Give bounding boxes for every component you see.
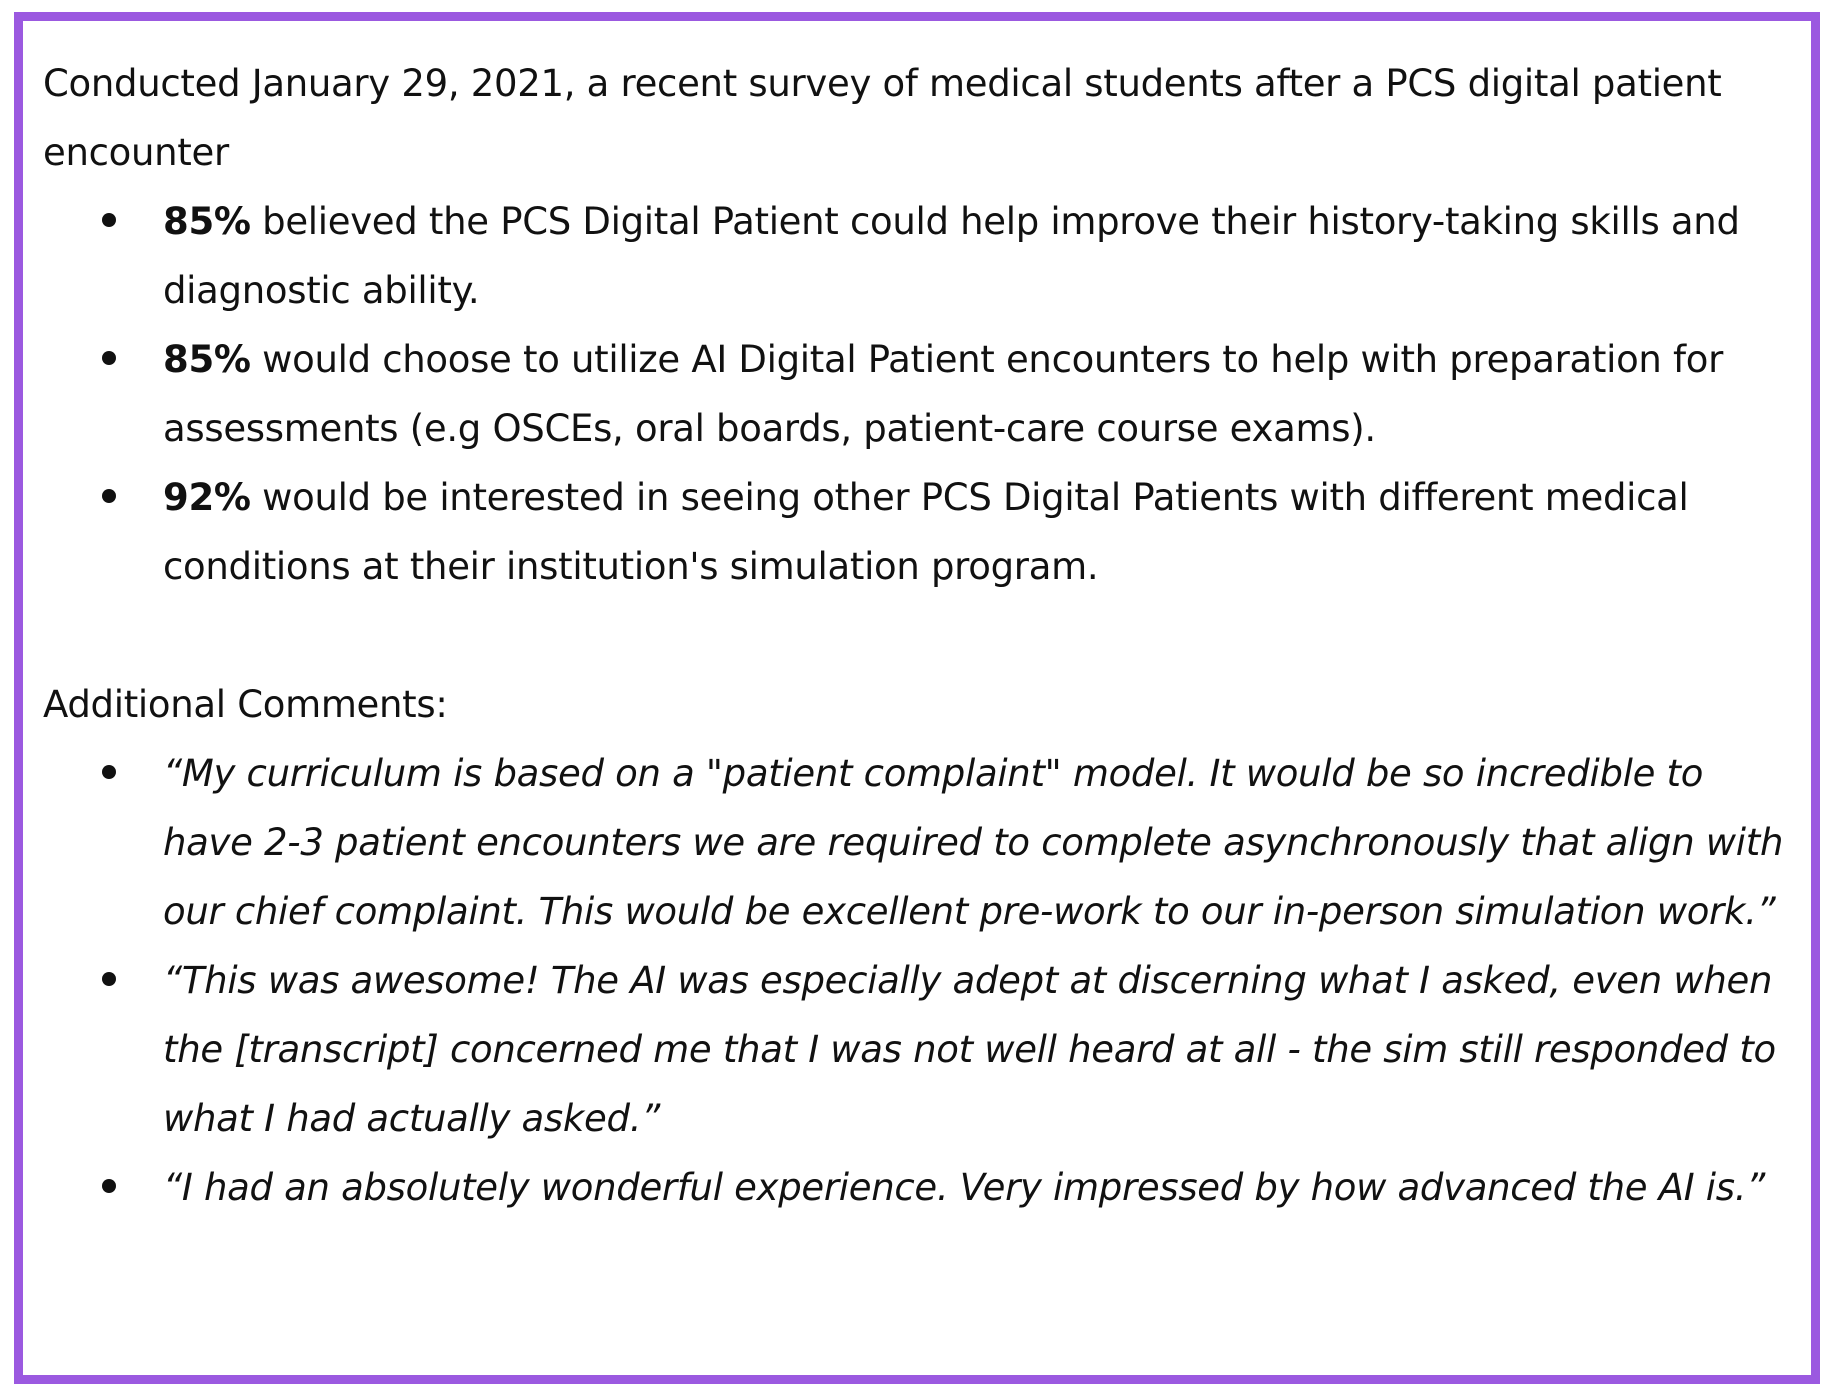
comment-quote: “My curriculum is based on a "patient complaint" model. It would be so incredible to have 2-3 patient encounters we are required to complete asynchronously that align with our chief complaint. This would be excellent pre-work to our in-person simulation work.” — [163, 752, 1784, 933]
stat-item — [163, 187, 1791, 325]
bullet-dot-icon — [102, 972, 116, 986]
comment-item — [163, 946, 1791, 1153]
callout-content — [43, 49, 1791, 1222]
survey-intro: Conducted January 29, 2021, a recent survey of medical students after a PCS digital patient encounter — [43, 62, 1722, 174]
stat-percent: 85% — [163, 338, 251, 381]
comment-item — [163, 739, 1791, 946]
comment-quote: “This was awesome! The AI was especially adept at discerning what I asked, even when the [transcript] concerned me that I was not well heard at all - the sim still responded to what I had actually asked.” — [163, 959, 1776, 1140]
stat-text: would choose to utilize AI Digital Patient encounters to help with preparation for assessments (e.g OSCEs, oral boards, patient-care course exams). — [163, 338, 1723, 450]
bullet-dot-icon — [102, 489, 116, 503]
section-spacer — [43, 601, 1791, 670]
comment-item — [163, 1153, 1791, 1222]
bordered-callout-box — [14, 12, 1820, 1384]
stat-percent: 85% — [163, 200, 251, 243]
comment-quote: “I had an absolutely wonderful experience. Very impressed by how advanced the AI is.” — [163, 1166, 1766, 1209]
comments-heading: Additional Comments: — [43, 683, 448, 726]
bullet-dot-icon — [102, 213, 116, 227]
comments-list — [43, 739, 1791, 1222]
bullet-dot-icon — [102, 765, 116, 779]
survey-stats-list — [43, 187, 1791, 601]
stat-item — [163, 325, 1791, 463]
bullet-dot-icon — [102, 351, 116, 365]
stat-text: would be interested in seeing other PCS Digital Patients with different medical conditions at their institution's simulation program. — [163, 476, 1689, 588]
bullet-dot-icon — [102, 1179, 116, 1193]
stat-percent: 92% — [163, 476, 251, 519]
stat-item — [163, 463, 1791, 601]
stat-text: believed the PCS Digital Patient could help improve their history-taking skills and diagnostic ability. — [163, 200, 1740, 312]
